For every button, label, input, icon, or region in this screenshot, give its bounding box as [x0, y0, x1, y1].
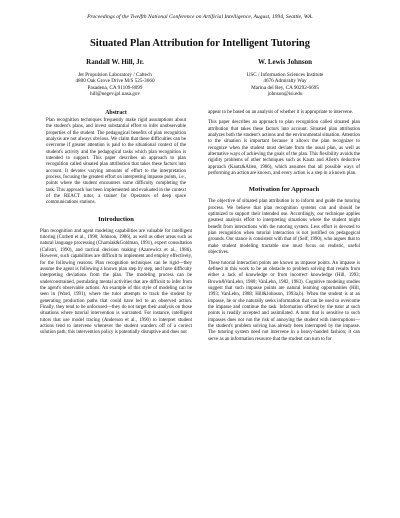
motivation-paragraph: The objective of situated plan attribution is to inform and guide the tutoring process. We believe that plan recognition systems can and should be optimized to support their intended use. Accordingly, our technique applies greatest analysis effort to interpreting situations where the student might benefit from interactions with the tutoring system. Less effort is devoted to plan recognition when tutorial interaction is not justified on pedagogical grounds. Our stance is consistent with that of (Self, 1990), who argues that to make student modeling tractable one must focus on realistic, useful objectives. [208, 199, 360, 256]
introduction-heading: Introduction [98, 215, 134, 223]
continuation-paragraph: appear to be based on an analysis of whether it is appropriate to intervene. [208, 109, 354, 115]
author-affiliation: USC / Information Sciences Institute [246, 71, 324, 78]
author-address: 4800 Oak Grove Drive M/S 525-3660 [75, 78, 155, 85]
paper-title: Situated Plan Attribution for Intelligent Tutoring [89, 38, 311, 49]
author-email: hill@negev.jpl.nasa.gov [89, 91, 141, 98]
proceedings-header: Proceedings of the Twelfth National Conference on Artificial Intelligence, August, 1994, Seattle, WA. [87, 14, 313, 20]
author-johnson [210, 59, 360, 98]
author-hill [40, 59, 190, 98]
author-block [40, 59, 360, 98]
author-city: Pasadena, CA 91109-8099 [87, 84, 143, 91]
motivation-heading: Motivation for Approach [248, 186, 320, 194]
abstract-text: Plan recognition techniques frequently make rigid assumptions about the student's plans, and invest substantial effort to infer unobservable properties of the student. The pedagogical benefits of plan recognition analysis are not always obvious. We claim that these difficulties can be overcome if greater attention is paid to the situational context of the student's activity and the pedagogical tasks which plan recognition is intended to support. This paper describes an approach to plan recognition called situated plan attribution that takes these factors into account. It devotes varying amounts of effort to the interpretation process, focusing the greatest effort on interpreting impasse points, i.e., points where the student encounters some difficulty completing the task. This approach has been implemented and evaluated in the context of the REACT tutor, a trainer for Operators of deep space communications stations. [46, 117, 186, 206]
author-address: 4676 Admiralty Way [263, 78, 307, 85]
author-email: johnson@isi.edu [267, 91, 303, 98]
abstract-heading: Abstract [105, 109, 127, 116]
author-affiliation: Jet Propulsion Laboratory / Caltech [78, 71, 152, 78]
impasse-paragraph: These tutorial interaction points are known as impasse points. An impasse is defined in this work to be an obstacle to problem solving that results from either a lack of knowledge or from incorrect knowledge (Hill, 1993; Brown&VanLehn, 1980; VanLehn, 1982, 1983). Cognitive modeling studies suggest that such impasse points are natural learning opportunities (Hill, 1993; VanLehn, 1988; Hill&Johnson, 1993a,b). When the student is at an impasse, he or she naturally seeks information that can be used to overcome the impasse and continue the task. Information offered by the tutor at such points is readily accepted and assimilated. A tutor that is sensitive to such impasses does not run the risk of annoying the student with interruptions—the student's problem solving has already been interrupted by the impasse. The tutoring system need not intervene in a heavy-handed fashion; it can serve as an information resource that the student can turn to for [208, 260, 360, 342]
introduction-paragraph: Plan recognition and agent modeling capabilities are valuable for intelligent tutoring (Corbett et al., 1990; Johnson, 1986), as well as other areas such as natural language processing (Charniak&Goldman, 1991), expert consultation (Calistri, 1990), and tactical decision making (Azarewicz et al., 1986). However, such capabilities are difficult to implement and employ effectively, for the following reasons. Plan recognition techniques can be rigid—they assume the agent is following a known plan step by step, and have difficulty interpreting deviations from the plan. The modeling process can be underconstrained, postulating mental activities that are difficult to infer from the agent's observable actions. An example of this style of modeling can be seen in (Ward, 1991), where the tutor attempts to track the student by generating production paths that could have led to an observed action. Finally, they tend to be unfocused—they do not target their analysis on those situations where tutorial intervention is warranted. For instance, intelligent tutors that use model tracing (Anderson et al., 1990) to interpret student actions tend to intervene whenever the student wanders off of a correct solution path; this intervention policy is potentially disruptive and does not [40, 228, 192, 336]
left-column [40, 110, 192, 347]
author-name: Randall W. Hill, Jr. [86, 58, 144, 66]
two-column-body [40, 110, 360, 347]
author-city: Marina del Rey, CA 90292-6695 [251, 84, 319, 91]
author-name: W. Lewis Johnson [257, 58, 312, 66]
right-column [208, 110, 360, 347]
abstract-section [40, 110, 192, 207]
situated-plan-paragraph: This paper describes an approach to plan recognition called situated plan attribution that takes these factors into account. Situated plan attribution analyzes both the student's actions and the environmental situation. Attention to the situation is important because it allows the plan recognizer to recognize when the student must deviate from the usual plan, as well as alternative ways of achieving the goals of the plan. This flexibility avoids the rigidity problems of other techniques such as Kautz and Allen's deductive approach (Kautz&Allen, 1986), which assumes that all possible ways of performing an action are known, and every action is a step in a known plan. [208, 120, 360, 177]
